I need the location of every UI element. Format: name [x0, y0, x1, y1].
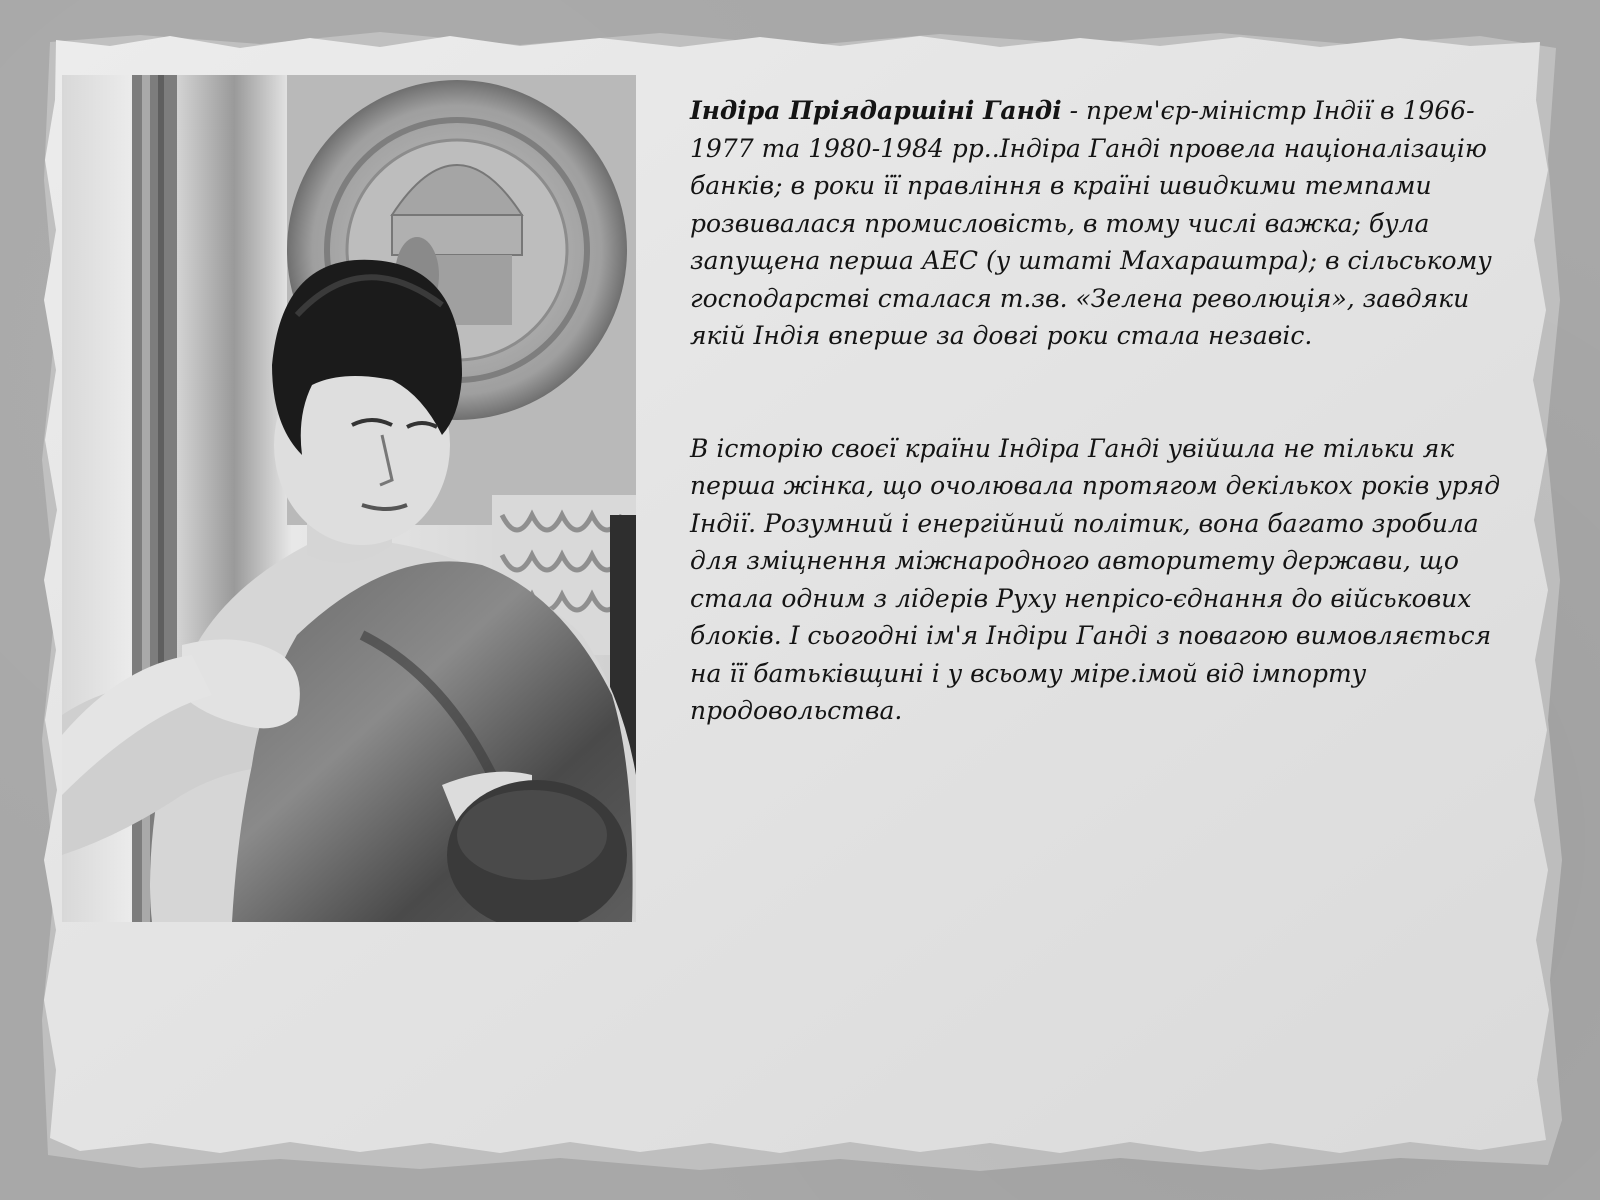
legacy-paragraph: В історію своєї країни Індіра Ганді увійшла не тільки як перша жінка, що очолювала протягом декількох років уряд Індії. Розумний і енергійний політик, вона багато зробила для зміцнення міжнародного авторитету держави, що стала одним з лідерів Руху непрісо-єднання до військових блоків. І сьогодні ім'я Індіри Ганді з повагою вимовляється на її батьківщині і у всьому міре.імой від імпорту продовольства. — [690, 433, 1501, 725]
person-name: Індіра Пріядаршіні Ганді — [690, 96, 1062, 125]
portrait-photo — [62, 75, 636, 922]
bio-text: - прем'єр-міністр Індії в 1966-1977 та 1980-1984 рр..Індіра Ганді провела націоналізацію банків; в роки її правління в країні швидкими темпами розвивалася промисловість, в тому числі важка; була запущена перша АЕС (у штаті Махараштра); в сільському господарстві сталася т.зв. «Зелена революція», завдяки якій Індія вперше за довгі роки стала незавіс. — [690, 96, 1492, 350]
text-content — [690, 92, 1520, 730]
bio-paragraph — [690, 92, 1520, 355]
portrait-photo-of-indira-gandhi — [62, 75, 636, 922]
